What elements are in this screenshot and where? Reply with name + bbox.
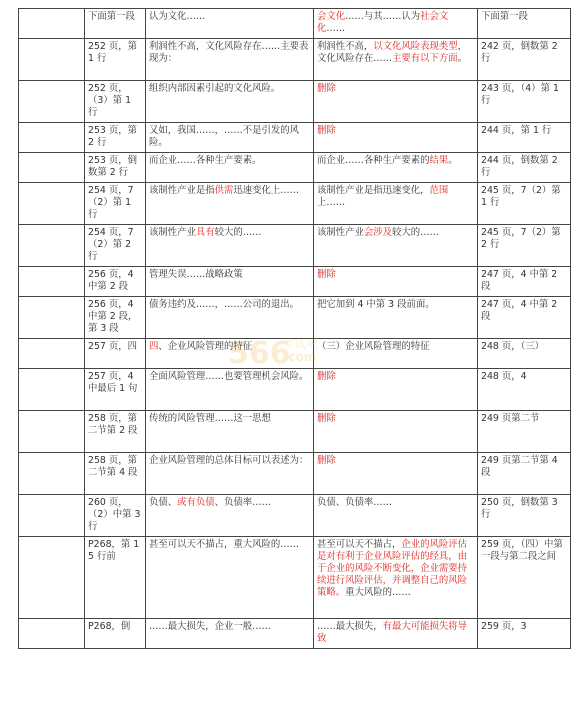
revised-text-cell <box>314 495 478 537</box>
text-segment: 债务违约及……，……公司的退出。 <box>149 299 300 310</box>
table-row <box>19 225 571 267</box>
watermark-domain: .com <box>284 350 317 364</box>
original-location-cell: P268，倒 <box>85 619 146 649</box>
highlighted-text: 删除 <box>317 413 336 424</box>
text-segment: 负债、负债率…… <box>317 497 393 508</box>
text-segment: 利润性不高， <box>317 41 374 52</box>
original-text-cell <box>146 369 314 411</box>
highlighted-text: 范围 <box>429 185 449 196</box>
text-segment: 认为文化…… <box>149 11 206 22</box>
original-text-cell <box>146 495 314 537</box>
original-location-cell: 260 页，（2）中第 3 行 <box>85 495 146 537</box>
text-segment: 传统的风险管理……这一思想 <box>149 413 271 424</box>
revised-text-cell <box>314 453 478 495</box>
text-segment: ……最大损失， <box>317 621 383 632</box>
row-margin-cell <box>19 39 85 81</box>
revised-text-cell <box>314 9 478 39</box>
original-location-cell: 252 页，第 1 行 <box>85 39 146 81</box>
original-location-cell: 258 页，第二节第 4 段 <box>85 453 146 495</box>
text-segment: 重大风险的…… <box>345 587 411 598</box>
errata-table-body <box>19 9 571 649</box>
original-text-cell <box>146 339 317 369</box>
original-location-cell: P268，第 15 行前 <box>85 537 146 619</box>
text-segment: 管理失误……战略政策 <box>149 269 243 280</box>
table-row <box>19 495 571 537</box>
table-row <box>19 369 571 411</box>
table-row <box>19 39 571 81</box>
new-location-cell: 244 页，倒数第 2 行 <box>478 153 571 183</box>
original-location-cell: 256 页，4 中第 2 段 <box>85 267 146 297</box>
original-text-cell <box>146 39 314 81</box>
revised-text-cell <box>314 369 478 411</box>
table-row <box>19 153 571 183</box>
highlighted-text: 具有 <box>195 227 215 238</box>
text-segment: 该制性产业是指 <box>149 185 215 196</box>
highlighted-text: 企业的风险评估是对有利于企业风险评估的经具，由于企业的风险不断变化，企业需要持续进行风险评估，并调整自己的风险策略。 <box>317 539 468 598</box>
row-margin-cell <box>19 153 85 183</box>
row-margin-cell <box>19 619 85 649</box>
original-text-cell <box>146 183 314 225</box>
text-segment: …… <box>326 23 346 34</box>
revised-text-cell <box>314 183 478 225</box>
text-segment: 负债、 <box>149 497 178 508</box>
original-location-cell: 253 页，第 2 行 <box>85 123 146 153</box>
original-location-cell: 253 页，倒数第 2 行 <box>85 153 146 183</box>
highlighted-text: 删除 <box>317 371 336 382</box>
text-segment: 迅速变化上…… <box>233 185 300 196</box>
original-location-cell: 252 页，（3）第 1 行 <box>85 81 146 123</box>
highlighted-text: 主要有以下方面 <box>392 53 458 64</box>
new-location-cell: 245 页，7（2）第 2 行 <box>478 225 571 267</box>
text-segment: 较大的…… <box>214 227 262 238</box>
row-margin-cell <box>19 369 85 411</box>
revised-text-cell <box>314 619 478 649</box>
table-row <box>19 339 571 369</box>
original-location-cell: 257 页，4 中最后 1 句 <box>85 369 146 411</box>
text-segment: 该制性产业是指迅速变化， <box>317 185 430 196</box>
row-margin-cell <box>19 297 85 339</box>
highlighted-text: 或有负债 <box>177 497 215 508</box>
errata-table <box>18 8 571 649</box>
text-segment: 上…… <box>317 197 346 208</box>
revised-text-cell <box>314 339 478 369</box>
text-segment: 又如，我国……，……不是引发的风险。 <box>149 125 300 148</box>
new-location-cell: 247 页，4 中第 2 段 <box>478 297 571 339</box>
row-margin-cell <box>19 267 85 297</box>
new-location-cell: 248 页，（三） <box>478 339 571 369</box>
text-segment: 企业风险管理的总体目标可以表述为： <box>149 455 309 466</box>
new-location-cell: 243 页，（4）第 1 行 <box>478 81 571 123</box>
table-row <box>19 453 571 495</box>
text-segment: 、企业风险管理的特征 <box>158 341 253 352</box>
text-segment: ……与其……认为 <box>345 11 421 22</box>
original-text-cell <box>146 81 314 123</box>
original-text-cell <box>146 297 314 339</box>
new-location-cell: 248 页，4 <box>478 369 571 411</box>
original-text-cell <box>146 153 314 183</box>
table-row <box>19 9 571 39</box>
revised-text-cell <box>314 537 478 619</box>
revised-text-cell <box>314 81 478 123</box>
table-row <box>19 537 571 619</box>
highlighted-text: 社会文化 <box>317 11 449 34</box>
highlighted-text: 删除 <box>317 455 336 466</box>
new-location-cell: 259 页，（四）中第一段与第二段之间 <box>478 537 571 619</box>
row-margin-cell <box>19 537 85 619</box>
row-margin-cell <box>19 225 85 267</box>
new-location-cell: 下面第一段 <box>478 9 571 39</box>
original-text-cell <box>146 123 314 153</box>
text-segment: 、负债率…… <box>214 497 271 508</box>
new-location-cell: 242 页，倒数第 2 行 <box>478 39 571 81</box>
revised-text-cell <box>314 39 478 81</box>
table-row <box>19 297 571 339</box>
new-location-cell: 247 页，4 中第 2 段 <box>478 267 571 297</box>
row-margin-cell <box>19 339 85 369</box>
text-segment: 全面风险管理……也要管理机会风险。 <box>149 371 309 382</box>
highlighted-text: 四 <box>149 341 159 352</box>
original-text-cell <box>146 9 314 39</box>
revised-text-cell <box>314 267 478 297</box>
table-row <box>19 619 571 649</box>
revised-text-cell <box>314 225 478 267</box>
text-segment: 该制性产业 <box>317 227 364 238</box>
row-margin-cell <box>19 453 85 495</box>
highlighted-text: 有最大可能损失将导致 <box>317 621 468 644</box>
highlighted-text: 删除 <box>317 83 336 94</box>
original-location-cell: 257 页，四 <box>85 339 146 369</box>
original-text-cell <box>146 411 314 453</box>
original-location-cell: 254 页，7（2）第 1 行 <box>85 183 146 225</box>
table-row <box>19 267 571 297</box>
watermark-number: 566 <box>228 336 291 371</box>
new-location-cell: 250 页，倒数第 3 行 <box>478 495 571 537</box>
table-row <box>19 411 571 453</box>
revised-text-cell <box>314 153 478 183</box>
original-location-cell: 258 页，第二节第 2 段 <box>85 411 146 453</box>
row-margin-cell <box>19 411 85 453</box>
text-segment: ，文化风险存在…… <box>317 41 468 64</box>
row-margin-cell <box>19 123 85 153</box>
highlighted-text: 结果 <box>429 155 449 166</box>
text-segment: 组织内部因素引起的文化风险。 <box>149 83 281 94</box>
original-text-cell <box>146 453 314 495</box>
text-segment: 利润性不高，文化风险存在……主要表现为： <box>149 41 309 64</box>
new-location-cell: 245 页，7（2）第 1 行 <box>478 183 571 225</box>
original-text-cell <box>146 619 314 649</box>
text-segment: 。 <box>457 53 468 64</box>
row-margin-cell <box>19 183 85 225</box>
text-segment: 甚至可以天不描占，重大风险的…… <box>149 539 300 550</box>
original-location-cell: 下面第一段 <box>85 9 146 39</box>
table-row <box>19 123 571 153</box>
text-segment: 较大的…… <box>392 227 439 238</box>
original-location-cell: 254 页，7（2）第 2 行 <box>85 225 146 267</box>
text-segment: ……最大损失，企业一般…… <box>149 621 271 632</box>
original-text-cell <box>146 225 314 267</box>
table-row <box>19 81 571 123</box>
text-segment: 甚至可以天不描占， <box>317 539 402 550</box>
text-segment: 而企业……各种生产要素。 <box>149 155 262 166</box>
highlighted-text: 以文化风险表现类型 <box>373 41 458 52</box>
table-row <box>19 183 571 225</box>
text-segment: （三）企业风险管理的特征 <box>317 341 430 352</box>
original-text-cell <box>146 267 314 297</box>
text-segment: 。 <box>448 155 458 166</box>
original-text-cell <box>146 537 314 619</box>
text-segment: 把它加到 4 中第 3 段前面。 <box>317 299 435 310</box>
highlighted-text: 会涉及 <box>363 227 393 238</box>
text-segment: 而企业……各种生产要素的 <box>317 155 430 166</box>
highlighted-text: 删除 <box>317 125 336 136</box>
highlighted-text: 会文化 <box>317 11 346 22</box>
original-location-cell: 256 页，4 中第 2 段，第 3 段 <box>85 297 146 339</box>
row-margin-cell <box>19 495 85 537</box>
row-margin-cell <box>19 9 85 39</box>
new-location-cell: 249 页第二节 <box>478 411 571 453</box>
new-location-cell: 249 页第二节第 4 段 <box>478 453 571 495</box>
highlighted-text: 供需 <box>214 185 234 196</box>
watermark-label: 考试吧 <box>282 336 319 350</box>
row-margin-cell <box>19 81 85 123</box>
text-segment: 该制性产业 <box>149 227 196 238</box>
new-location-cell: 259 页，3 <box>478 619 571 649</box>
revised-text-cell <box>314 411 478 453</box>
revised-text-cell <box>314 297 478 339</box>
new-location-cell: 244 页，第 1 行 <box>478 123 571 153</box>
highlighted-text: 删除 <box>317 269 336 280</box>
revised-text-cell <box>314 123 478 153</box>
